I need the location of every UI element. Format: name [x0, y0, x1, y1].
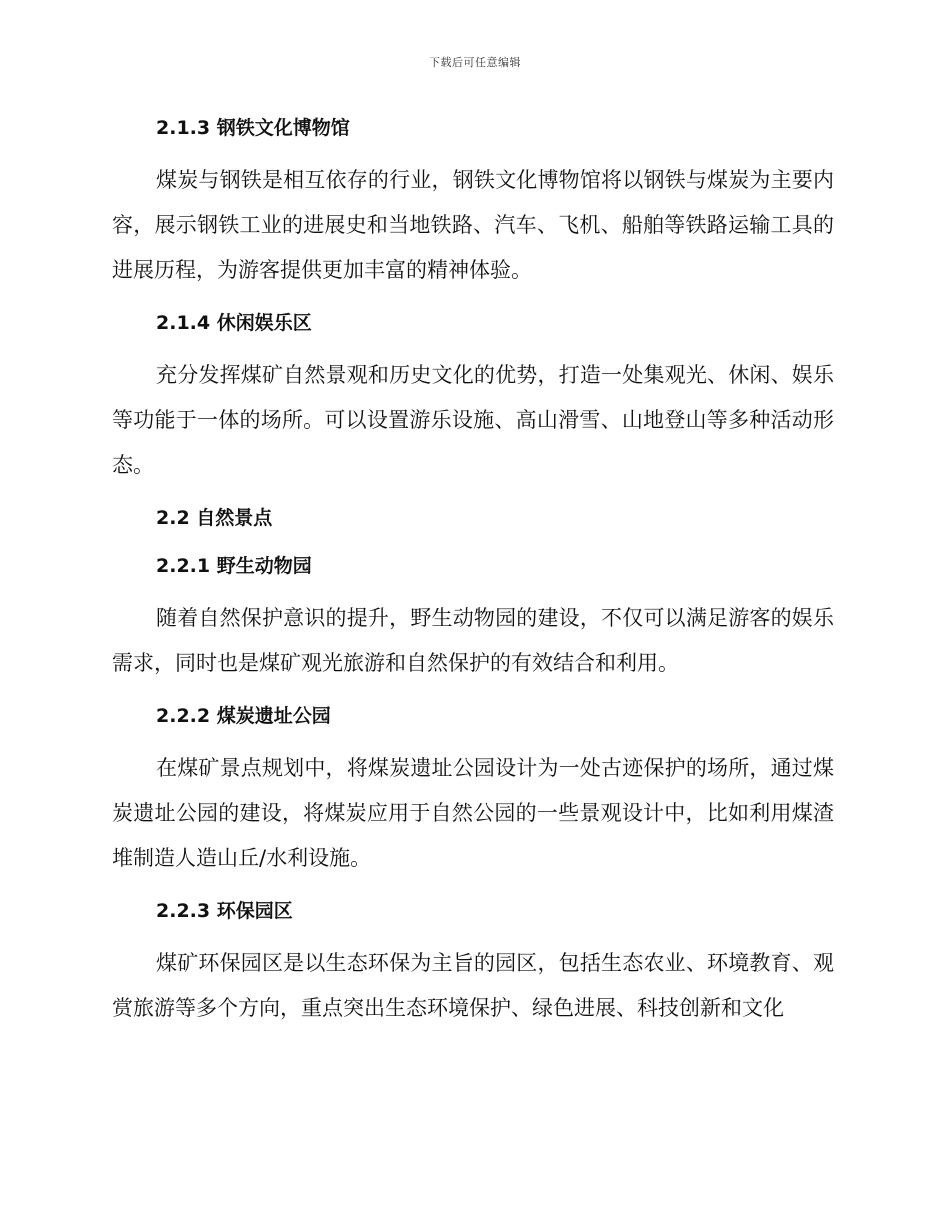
section-heading-2-2-2: 2.2.2 煤炭遗址公园	[156, 705, 331, 727]
section-heading-2-1-3: 2.1.3 钢铁文化博物馆	[156, 117, 350, 139]
page-header: 下载后可任意编辑	[429, 56, 521, 69]
paragraph-steel-museum: 煤炭与钢铁是相互依存的行业，钢铁文化博物馆将以钢铁与煤炭为主要内容，展示钢铁工业的进展史和当地铁路、汽车、飞机、船舶等铁路运输工具的进展历程，为游客提供更加丰富的精神体验。	[112, 168, 834, 282]
paragraph-leisure-area: 充分发挥煤矿自然景观和历史文化的优势，打造一处集观光、休闲、娱乐等功能于一体的场所。可以设置游乐设施、高山滑雪、山地登山等多种活动形态。	[112, 363, 834, 477]
paragraph-eco-park: 煤矿环保园区是以生态环保为主旨的园区，包括生态农业、环境教育、观赏旅游等多个方向，重点突出生态环境保护、绿色进展、科技创新和文化	[112, 951, 834, 1020]
paragraph-coal-heritage-park: 在煤矿景点规划中，将煤炭遗址公园设计为一处古迹保护的场所，通过煤炭遗址公园的建设，将煤炭应用于自然公园的一些景观设计中，比如利用煤渣堆制造人造山丘/水利设施。	[112, 756, 834, 870]
section-heading-2-2: 2.2 自然景点	[156, 507, 273, 529]
section-heading-2-1-4: 2.1.4 休闲娱乐区	[156, 312, 312, 334]
paragraph-wildlife-park: 随着自然保护意识的提升，野生动物园的建设，不仅可以满足游客的娱乐需求，同时也是煤矿观光旅游和自然保护的有效结合和利用。	[112, 606, 834, 675]
section-heading-2-2-3: 2.2.3 环保园区	[156, 900, 293, 922]
document-body	[112, 110, 834, 1031]
section-heading-2-2-1: 2.2.1 野生动物园	[156, 555, 312, 577]
